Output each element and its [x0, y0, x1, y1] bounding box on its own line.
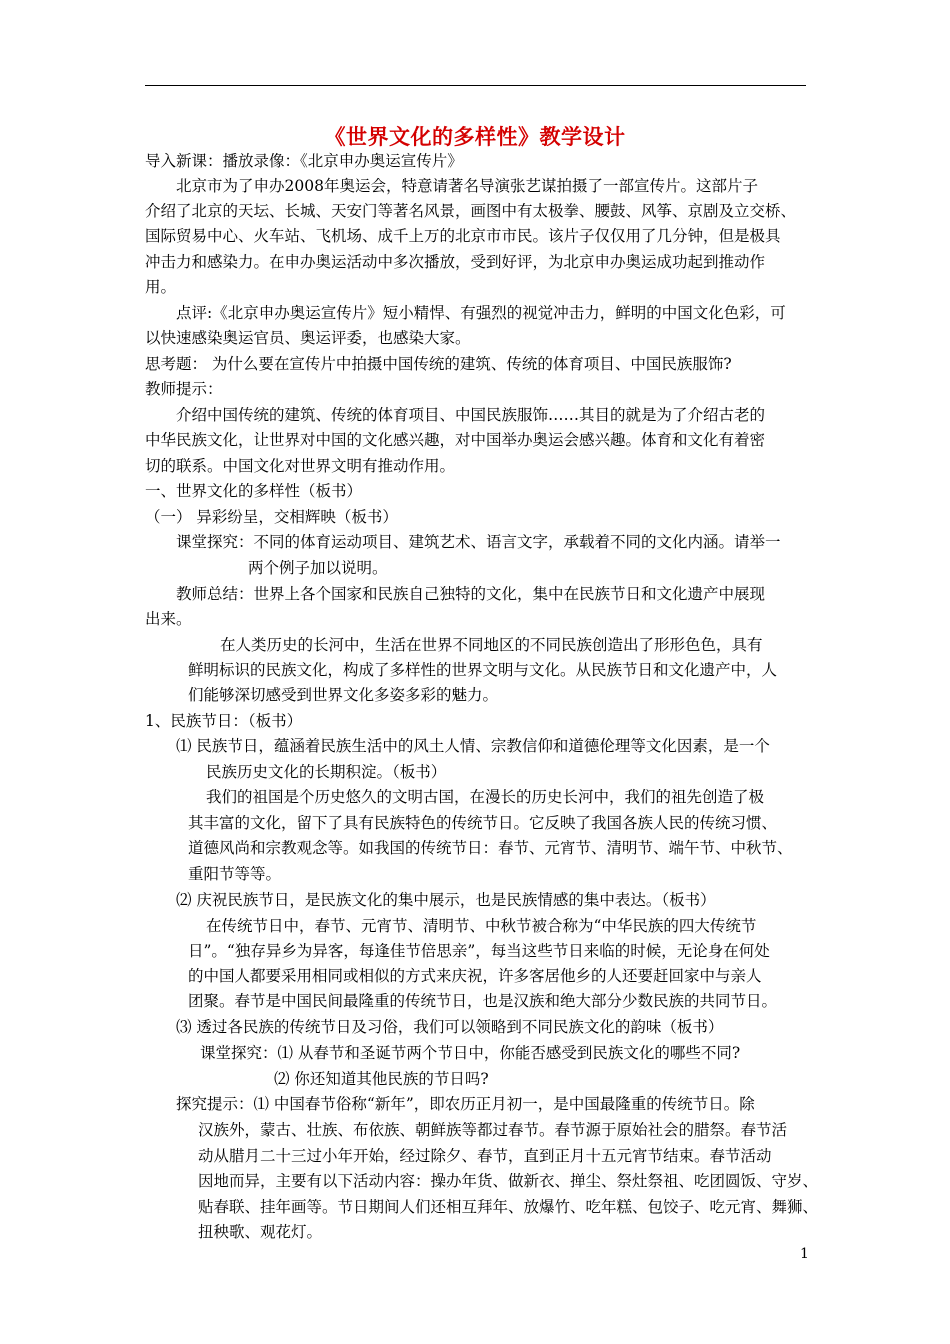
text-line: 探究提示：⑴ 中国春节俗称“新年”，即农历正月初一，是中国最隆重的传统节日。除	[176, 1095, 755, 1113]
text-line: 用。	[145, 278, 177, 296]
text-line: 切的联系。中国文化对世界文明有推动作用。	[145, 457, 456, 475]
text-line: 日”。“独存异乡为异客，每逢佳节倍思亲”，每当这些节日来临的时候，无论身在何处	[188, 942, 770, 960]
text-line: 的中国人都要采用相同或相似的方式来庆祝，许多客居他乡的人还要赶回家中与亲人	[188, 967, 762, 985]
text-line: 课堂探究：⑴ 从春节和圣诞节两个节日中，你能否感受到民族文化的哪些不同?	[200, 1044, 741, 1062]
text-line: 贴春联、挂年画等。节日期间人们还相互拜年、放爆竹、吃年糕、包饺子、吃元宵、舞狮、	[198, 1198, 819, 1216]
text-line: ⑶ 透过各民族的传统节日及习俗，我们可以领略到不同民族文化的韵味（板书）	[176, 1018, 724, 1036]
text-line: 1、民族节日：（板书）	[145, 712, 303, 730]
text-line: 其丰富的文化，留下了具有民族特色的传统节日。它反映了我国各族人民的传统习惯、	[188, 814, 778, 832]
text-line: 在人类历史的长河中，生活在世界不同地区的不同民族创造出了形形色色，具有	[220, 636, 763, 654]
text-line: 重阳节等等。	[188, 865, 282, 883]
text-line: 们能够深切感受到世界文化多姿多彩的魅力。	[188, 686, 499, 704]
text-line: 教师总结：世界上各个国家和民族自己独特的文化，集中在民族节日和文化遗产中展现	[176, 585, 766, 603]
page-number: 1	[800, 1246, 809, 1262]
text-line: ⑵ 你还知道其他民族的节日吗?	[274, 1070, 489, 1088]
text-line: 因地而异，主要有以下活动内容：操办年货、做新衣、掸尘、祭灶祭祖、吃团圆饭、守岁、	[198, 1172, 819, 1190]
text-line: 冲击力和感染力。在申办奥运活动中多次播放，受到好评，为北京申办奥运成功起到推动作	[145, 253, 766, 271]
document-title: 《世界文化的多样性》教学设计	[324, 124, 626, 149]
text-line: 扭秧歌、观花灯。	[198, 1223, 323, 1241]
text-line: 道德风尚和宗教观念等。如我国的传统节日：春节、元宵节、清明节、端午节、中秋节、	[188, 839, 793, 857]
text-line: 介绍了北京的天坛、长城、天安门等著名风景，画图中有太极拳、腰鼓、风筝、京剧及立交桥、	[145, 202, 797, 220]
text-line: 出来。	[145, 610, 192, 628]
text-line: ⑴ 民族节日，蕴涵着民族生活中的风土人情、宗教信仰和道德伦理等文化因素，是一个	[176, 737, 770, 755]
text-line: 鲜明标识的民族文化，构成了多样性的世界文明与文化。从民族节日和文化遗产中，人	[188, 661, 778, 679]
text-line: ⑵ 庆祝民族节日，是民族文化的集中展示，也是民族情感的集中表达。（板书）	[176, 891, 716, 909]
text-line: 两个例子加以说明。	[248, 559, 388, 577]
text-line: （一） 异彩纷呈，交相辉映（板书）	[145, 508, 398, 526]
text-line: 思考题： 为什么要在宣传片中拍摄中国传统的建筑、传统的体育项目、中国民族服饰?	[145, 355, 732, 373]
text-line: 团聚。春节是中国民间最隆重的传统节日，也是汉族和绝大部分少数民族的共同节日。	[188, 992, 778, 1010]
text-line: 以快速感染奥运官员、奥运评委，也感染大家。	[145, 329, 471, 347]
text-line: 北京市为了申办2008年奥运会，特意请著名导演张艺谋拍摄了一部宣传片。这部片子	[176, 177, 758, 195]
header-rule	[145, 85, 806, 86]
text-line: 导入新课：播放录像：《北京申办奥运宣传片》	[145, 152, 463, 170]
text-line: 在传统节日中，春节、元宵节、清明节、中秋节被合称为“中华民族的四大传统节	[206, 917, 757, 935]
text-line: 中华民族文化，让世界对中国的文化感兴趣，对中国举办奥运会感兴趣。体育和文化有着密	[145, 431, 766, 449]
text-line: 动从腊月二十三过小年开始，经过除夕、春节，直到正月十五元宵节结束。春节活动	[198, 1147, 772, 1165]
text-line: 我们的祖国是个历史悠久的文明古国，在漫长的历史长河中，我们的祖先创造了极	[206, 788, 765, 806]
text-line: 课堂探究：不同的体育运动项目、建筑艺术、语言文字，承载着不同的文化内涵。请举一	[176, 533, 781, 551]
text-line: 民族历史文化的长期积淀。（板书）	[206, 763, 447, 781]
text-line: 教师提示：	[145, 380, 223, 398]
text-line: 介绍中国传统的建筑、传统的体育项目、中国民族服饰……其目的就是为了介绍古老的	[176, 406, 766, 424]
text-line: 点评:《北京申办奥运宣传片》短小精悍、有强烈的视觉冲击力，鲜明的中国文化色彩，可	[176, 304, 786, 322]
text-line: 汉族外，蒙古、壮族、布依族、朝鲜族等都过春节。春节源于原始社会的腊祭。春节活	[198, 1121, 788, 1139]
text-line: 国际贸易中心、火车站、飞机场、成千上万的北京市市民。该片子仅仅用了几分钟，但是极具	[145, 227, 781, 245]
text-line: 一、世界文化的多样性（板书）	[145, 482, 363, 500]
